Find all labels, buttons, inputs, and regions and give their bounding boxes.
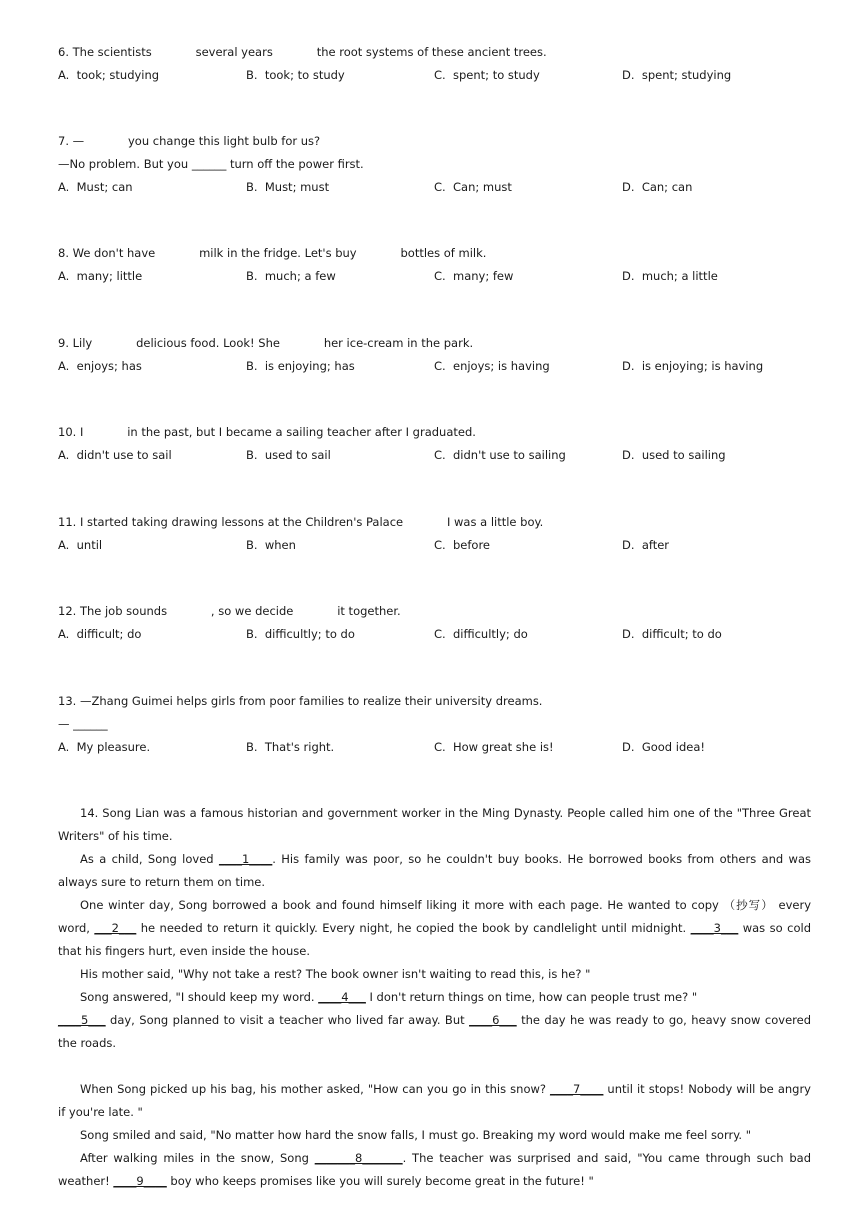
- passage-text: 14. Song Lian was a famous historian and government worker in the Ming Dynasty. People called him one of the "Three Great Writers" of his time.: [58, 806, 811, 843]
- option-a[interactable]: A. until: [58, 538, 103, 552]
- option-d[interactable]: D. used to sailing: [622, 448, 726, 462]
- options-row: [58, 623, 818, 646]
- options-row: [58, 534, 818, 557]
- option-d[interactable]: D. spent; studying: [622, 68, 732, 82]
- option-c[interactable]: C. spent; to study: [434, 68, 540, 82]
- option-a[interactable]: A. difficult; do: [58, 627, 142, 641]
- passage-paragraph: [58, 894, 811, 963]
- option-d[interactable]: D. Can; can: [622, 180, 693, 194]
- passage-text: the day he was ready to go, heavy snow covered the roads.: [58, 1013, 811, 1050]
- option-b[interactable]: B. much; a few: [246, 269, 336, 283]
- passage-paragraph: [58, 1147, 811, 1193]
- passage-paragraph: [58, 1124, 811, 1147]
- question-stem: 8. We don't have milk in the fridge. Let's buy bottles of milk.: [58, 246, 487, 260]
- option-a[interactable]: A. didn't use to sail: [58, 448, 172, 462]
- option-b[interactable]: B. Must; must: [246, 180, 330, 194]
- options-row: [58, 736, 818, 759]
- cloze-passage: [58, 802, 811, 1193]
- chinese-gloss: （抄写）: [723, 898, 774, 912]
- blank-5[interactable]: ____5___: [58, 1013, 106, 1027]
- passage-text: After walking miles in the snow, Song: [80, 1151, 315, 1165]
- passage-text: . His family was poor, so he couldn't buy books. He borrowed books from others and was always sure to return them on time.: [58, 852, 811, 889]
- passage-text: Song smiled and said, "No matter how hard the snow falls, I must go. Breaking my word would make me feel sorry. ": [80, 1128, 751, 1142]
- passage-paragraph: [58, 986, 811, 1009]
- option-c[interactable]: C. How great she is!: [434, 740, 554, 754]
- option-c[interactable]: C. difficultly; do: [434, 627, 528, 641]
- passage-paragraph: [58, 848, 811, 894]
- question-stem: 12. The job sounds , so we decide it together.: [58, 604, 401, 618]
- options-row: [58, 444, 818, 467]
- option-c[interactable]: C. enjoys; is having: [434, 359, 550, 373]
- question-stem-line-2: — ______: [58, 717, 108, 731]
- question-stem: 9. Lily delicious food. Look! She her ice-cream in the park.: [58, 336, 474, 350]
- question-stem: 10. I in the past, but I became a sailing teacher after I graduated.: [58, 425, 476, 439]
- option-b[interactable]: B. took; to study: [246, 68, 345, 82]
- option-a[interactable]: A. took; studying: [58, 68, 160, 82]
- option-b[interactable]: B. is enjoying; has: [246, 359, 355, 373]
- blank-7[interactable]: ____7____: [550, 1082, 604, 1096]
- blank-2[interactable]: ___2___: [94, 921, 137, 935]
- blank-1[interactable]: ____1____: [218, 852, 273, 866]
- option-c[interactable]: C. Can; must: [434, 180, 512, 194]
- question-stem: 13. —Zhang Guimei helps girls from poor families to realize their university dreams.: [58, 694, 543, 708]
- option-c[interactable]: C. didn't use to sailing: [434, 448, 566, 462]
- passage-paragraph: [58, 1009, 811, 1055]
- passage-paragraph: [58, 963, 811, 986]
- blank-3[interactable]: ____3___: [690, 921, 739, 935]
- options-row: [58, 64, 818, 87]
- blank-6[interactable]: ____6___: [469, 1013, 517, 1027]
- option-d[interactable]: D. is enjoying; is having: [622, 359, 764, 373]
- option-b[interactable]: B. difficultly; to do: [246, 627, 355, 641]
- passage-text: he needed to return it quickly. Every night, he copied the book by candlelight until midnight.: [136, 921, 691, 935]
- passage-text: was so cold that his fingers hurt, even inside the house.: [58, 921, 812, 958]
- passage-text: Song answered, "I should keep my word.: [80, 990, 319, 1004]
- option-c[interactable]: C. many; few: [434, 269, 514, 283]
- option-b[interactable]: B. That's right.: [246, 740, 335, 754]
- passage-text: . The teacher was surprised and said, "You came through such bad weather!: [58, 1151, 811, 1188]
- passage-paragraph: [58, 1078, 811, 1124]
- option-a[interactable]: A. many; little: [58, 269, 143, 283]
- option-a[interactable]: A. Must; can: [58, 180, 133, 194]
- options-row: [58, 176, 818, 199]
- options-row: [58, 355, 818, 378]
- passage-text: When Song picked up his bag, his mother asked, "How can you go in this snow?: [80, 1082, 551, 1096]
- blank-8[interactable]: _______8_______: [314, 1151, 403, 1165]
- passage-text: His mother said, "Why not take a rest? The book owner isn't waiting to read this, is he? ": [80, 967, 591, 981]
- question-stem: 11. I started taking drawing lessons at the Children's Palace I was a little boy.: [58, 515, 544, 529]
- option-c[interactable]: C. before: [434, 538, 491, 552]
- passage-text: As a child, Song loved: [80, 852, 219, 866]
- option-b[interactable]: B. when: [246, 538, 296, 552]
- options-row: [58, 265, 818, 288]
- option-a[interactable]: A. enjoys; has: [58, 359, 142, 373]
- question-stem-line-2: —No problem. But you ______ turn off the power first.: [58, 157, 364, 171]
- passage-text: I don't return things on time, how can people trust me? ": [365, 990, 698, 1004]
- option-d[interactable]: D. difficult; to do: [622, 627, 722, 641]
- option-b[interactable]: B. used to sail: [246, 448, 331, 462]
- blank-4[interactable]: ____4___: [318, 990, 366, 1004]
- passage-text: every word,: [58, 898, 811, 935]
- passage-text: day, Song planned to visit a teacher who lived far away. But: [105, 1013, 470, 1027]
- passage-text: until it stops! Nobody will be angry if you're late. ": [58, 1082, 811, 1119]
- option-d[interactable]: D. Good idea!: [622, 740, 705, 754]
- blank-9[interactable]: ____9____: [113, 1174, 167, 1188]
- passage-text: One winter day, Song borrowed a book and found himself liking it more with each page. He wanted to copy: [80, 898, 724, 912]
- passage-paragraph: [58, 802, 811, 848]
- option-d[interactable]: D. after: [622, 538, 670, 552]
- option-a[interactable]: A. My pleasure.: [58, 740, 151, 754]
- option-d[interactable]: D. much; a little: [622, 269, 718, 283]
- question-stem: 6. The scientists several years the root systems of these ancient trees.: [58, 45, 547, 59]
- question-stem: 7. — you change this light bulb for us?: [58, 134, 321, 148]
- passage-text: boy who keeps promises like you will surely become great in the future! ": [166, 1174, 594, 1188]
